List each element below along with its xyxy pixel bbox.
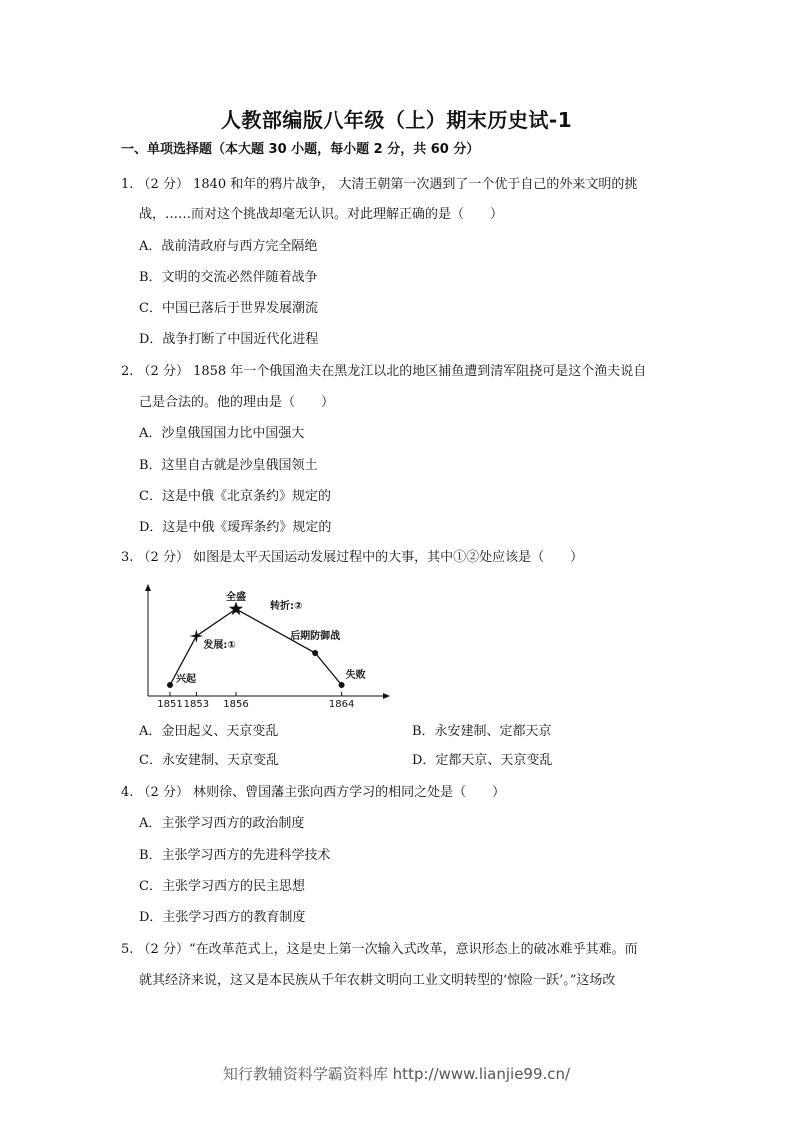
question-1-option-d: D．战争打断了中国近代化进程 — [139, 332, 319, 347]
point-label-4: 后期防御战 — [290, 631, 341, 642]
question-2-option-d: D．这是中俄《瑷珲条约》规定的 — [139, 520, 332, 535]
question-3-option-c: C．永安建制、天京变乱 — [139, 753, 279, 768]
question-3-option-a: A．金田起义、天京变乱 — [139, 724, 279, 739]
x-tick-label-1856: 1856 — [223, 699, 249, 710]
question-3-option-b: B．永安建制、定都天京 — [412, 724, 552, 739]
point-label-0: 兴起 — [176, 674, 196, 685]
question-1-stem-line-2: 战，……而对这个挑战却毫无认识。对此理解正确的是（ ） — [139, 207, 504, 222]
point-label-5: 失败 — [345, 670, 366, 681]
point-marker-1864 — [339, 682, 345, 688]
question-1-stem-line-1: 1. （2 分） 1840 和年的鸦片战争， 大清王朝第一次遇到了一个优于自己的外来文明的挑 — [121, 177, 638, 192]
question-2-stem-line-2: 己是合法的。他的理由是（ ） — [139, 395, 335, 410]
question-3-option-d: D．定都天京、天京变乱 — [412, 753, 553, 768]
question-4-option-a: A．主张学习西方的政治制度 — [139, 816, 305, 831]
point-label-1: 发展:① — [203, 640, 236, 651]
y-axis-arrow — [145, 584, 151, 591]
point-label-2: 全盛 — [226, 592, 246, 603]
x-tick-label-1851: 1851 — [157, 699, 183, 710]
question-4-stem-line-1: 4. （2 分） 林则徐、曾国藩主张向西方学习的相同之处是（ ） — [121, 785, 506, 800]
question-4-option-d: D．主张学习西方的教育制度 — [139, 910, 306, 925]
point-marker-1851 — [167, 682, 173, 688]
question-1-option-c: C．中国已落后于世界发展潮流 — [139, 301, 318, 316]
x-tick-label-1853: 1853 — [183, 699, 210, 710]
question-2-option-c: C．这是中俄《北京条约》规定的 — [139, 489, 331, 504]
question-1-option-b: B．文明的交流必然伴随着战争 — [139, 270, 318, 285]
x-axis-arrow — [383, 693, 390, 699]
question-5-stem-line-1: 5. （2 分）“在改革范式上，这是史上第一次输入式改革，意识形态上的破冰难乎其难。而 — [121, 942, 638, 957]
point-marker-1862 — [312, 650, 318, 656]
question-3-stem-line-1: 3. （2 分） 如图是太平天国运动发展过程中的大事，其中①②处应该是（ ） — [121, 550, 584, 565]
point-marker-1853 — [189, 629, 203, 643]
point-label-3: 转折:② — [270, 601, 303, 612]
question-4-option-c: C．主张学习西方的民主思想 — [139, 879, 305, 894]
question-5-stem-line-2: 就其经济来说，这又是本民族从千年农耕文明向工业文明转型的‘惊险一跃’。”这场改 — [139, 973, 616, 988]
taiping-timeline-chart — [128, 584, 390, 710]
question-2-option-b: B．这里自古就是沙皇俄国领土 — [139, 458, 318, 473]
page-title: 人教部编版八年级（上）期末历史试-1 — [220, 108, 573, 132]
page-footer: 知行教辅资料学霸资料库 http://www.lianjie99.cn/ — [222, 1065, 571, 1083]
section-heading: 一、单项选择题（本大题 30 小题，每小题 2 分，共 60 分） — [121, 142, 480, 157]
question-4-option-b: B．主张学习西方的先进科学技术 — [139, 848, 331, 863]
question-1-option-a: A．战前清政府与西方完全隔绝 — [139, 239, 318, 254]
x-tick-label-1864: 1864 — [328, 699, 355, 710]
question-2-stem-line-1: 2. （2 分） 1858 年一个俄国渔夫在黑龙江以北的地区捕鱼遭到清军阻挠可是这个渔夫说自 — [121, 364, 647, 379]
question-2-option-a: A．沙皇俄国国力比中国强大 — [139, 426, 305, 441]
